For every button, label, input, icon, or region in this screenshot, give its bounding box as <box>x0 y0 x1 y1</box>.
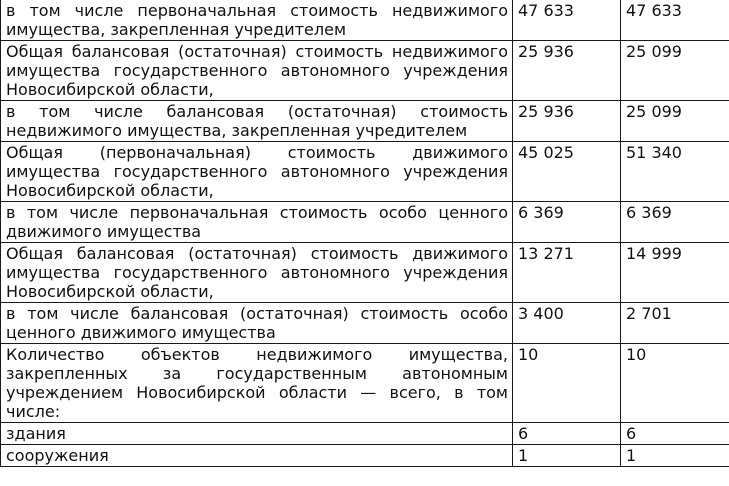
row-value-1: 1 <box>513 445 621 467</box>
table-row <box>1 142 729 202</box>
row-value-2: 25 099 <box>621 41 729 101</box>
row-value-2: 14 999 <box>621 243 729 303</box>
row-value-1: 25 936 <box>513 101 621 142</box>
row-description: в том числе первоначальная стоимость особо ценного движимого имущества <box>1 202 513 243</box>
row-value-1: 3 400 <box>513 303 621 344</box>
table-row <box>1 0 729 41</box>
row-value-1: 10 <box>513 344 621 423</box>
table-row <box>1 202 729 243</box>
row-value-2: 47 633 <box>621 0 729 41</box>
row-value-2: 25 099 <box>621 101 729 142</box>
table-row <box>1 423 729 445</box>
row-value-1: 47 633 <box>513 0 621 41</box>
row-description: сооружения <box>1 445 513 467</box>
row-value-1: 13 271 <box>513 243 621 303</box>
row-description: в том числе балансовая (остаточная) стоимость недвижимого имущества, закрепленная учредителем <box>1 101 513 142</box>
row-description: в том числе первоначальная стоимость недвижимого имущества, закрепленная учредителем <box>1 0 513 41</box>
row-description: Количество объектов недвижимого имущества, закрепленных за государственным автономным учреждением Новосибирской области — всего, в том числе: <box>1 344 513 423</box>
row-value-1: 6 369 <box>513 202 621 243</box>
row-value-2: 1 <box>621 445 729 467</box>
table-row <box>1 243 729 303</box>
table-row <box>1 41 729 101</box>
row-value-2: 51 340 <box>621 142 729 202</box>
row-description: Общая балансовая (остаточная) стоимость движимого имущества государственного автономного учреждения Новосибирской области, <box>1 243 513 303</box>
row-value-1: 6 <box>513 423 621 445</box>
row-value-1: 45 025 <box>513 142 621 202</box>
table-row <box>1 445 729 467</box>
row-value-2: 2 701 <box>621 303 729 344</box>
table-row <box>1 344 729 423</box>
row-value-2: 6 369 <box>621 202 729 243</box>
row-description: в том числе балансовая (остаточная) стоимость особо ценного движимого имущества <box>1 303 513 344</box>
row-description: Общая (первоначальная) стоимость движимого имущества государственного автономного учреждения Новосибирской области, <box>1 142 513 202</box>
row-description: Общая балансовая (остаточная) стоимость недвижимого имущества государственного автономного учреждения Новосибирской области, <box>1 41 513 101</box>
table-row <box>1 303 729 344</box>
row-value-1: 25 936 <box>513 41 621 101</box>
row-value-2: 10 <box>621 344 729 423</box>
row-description: здания <box>1 423 513 445</box>
table-row <box>1 101 729 142</box>
row-value-2: 6 <box>621 423 729 445</box>
